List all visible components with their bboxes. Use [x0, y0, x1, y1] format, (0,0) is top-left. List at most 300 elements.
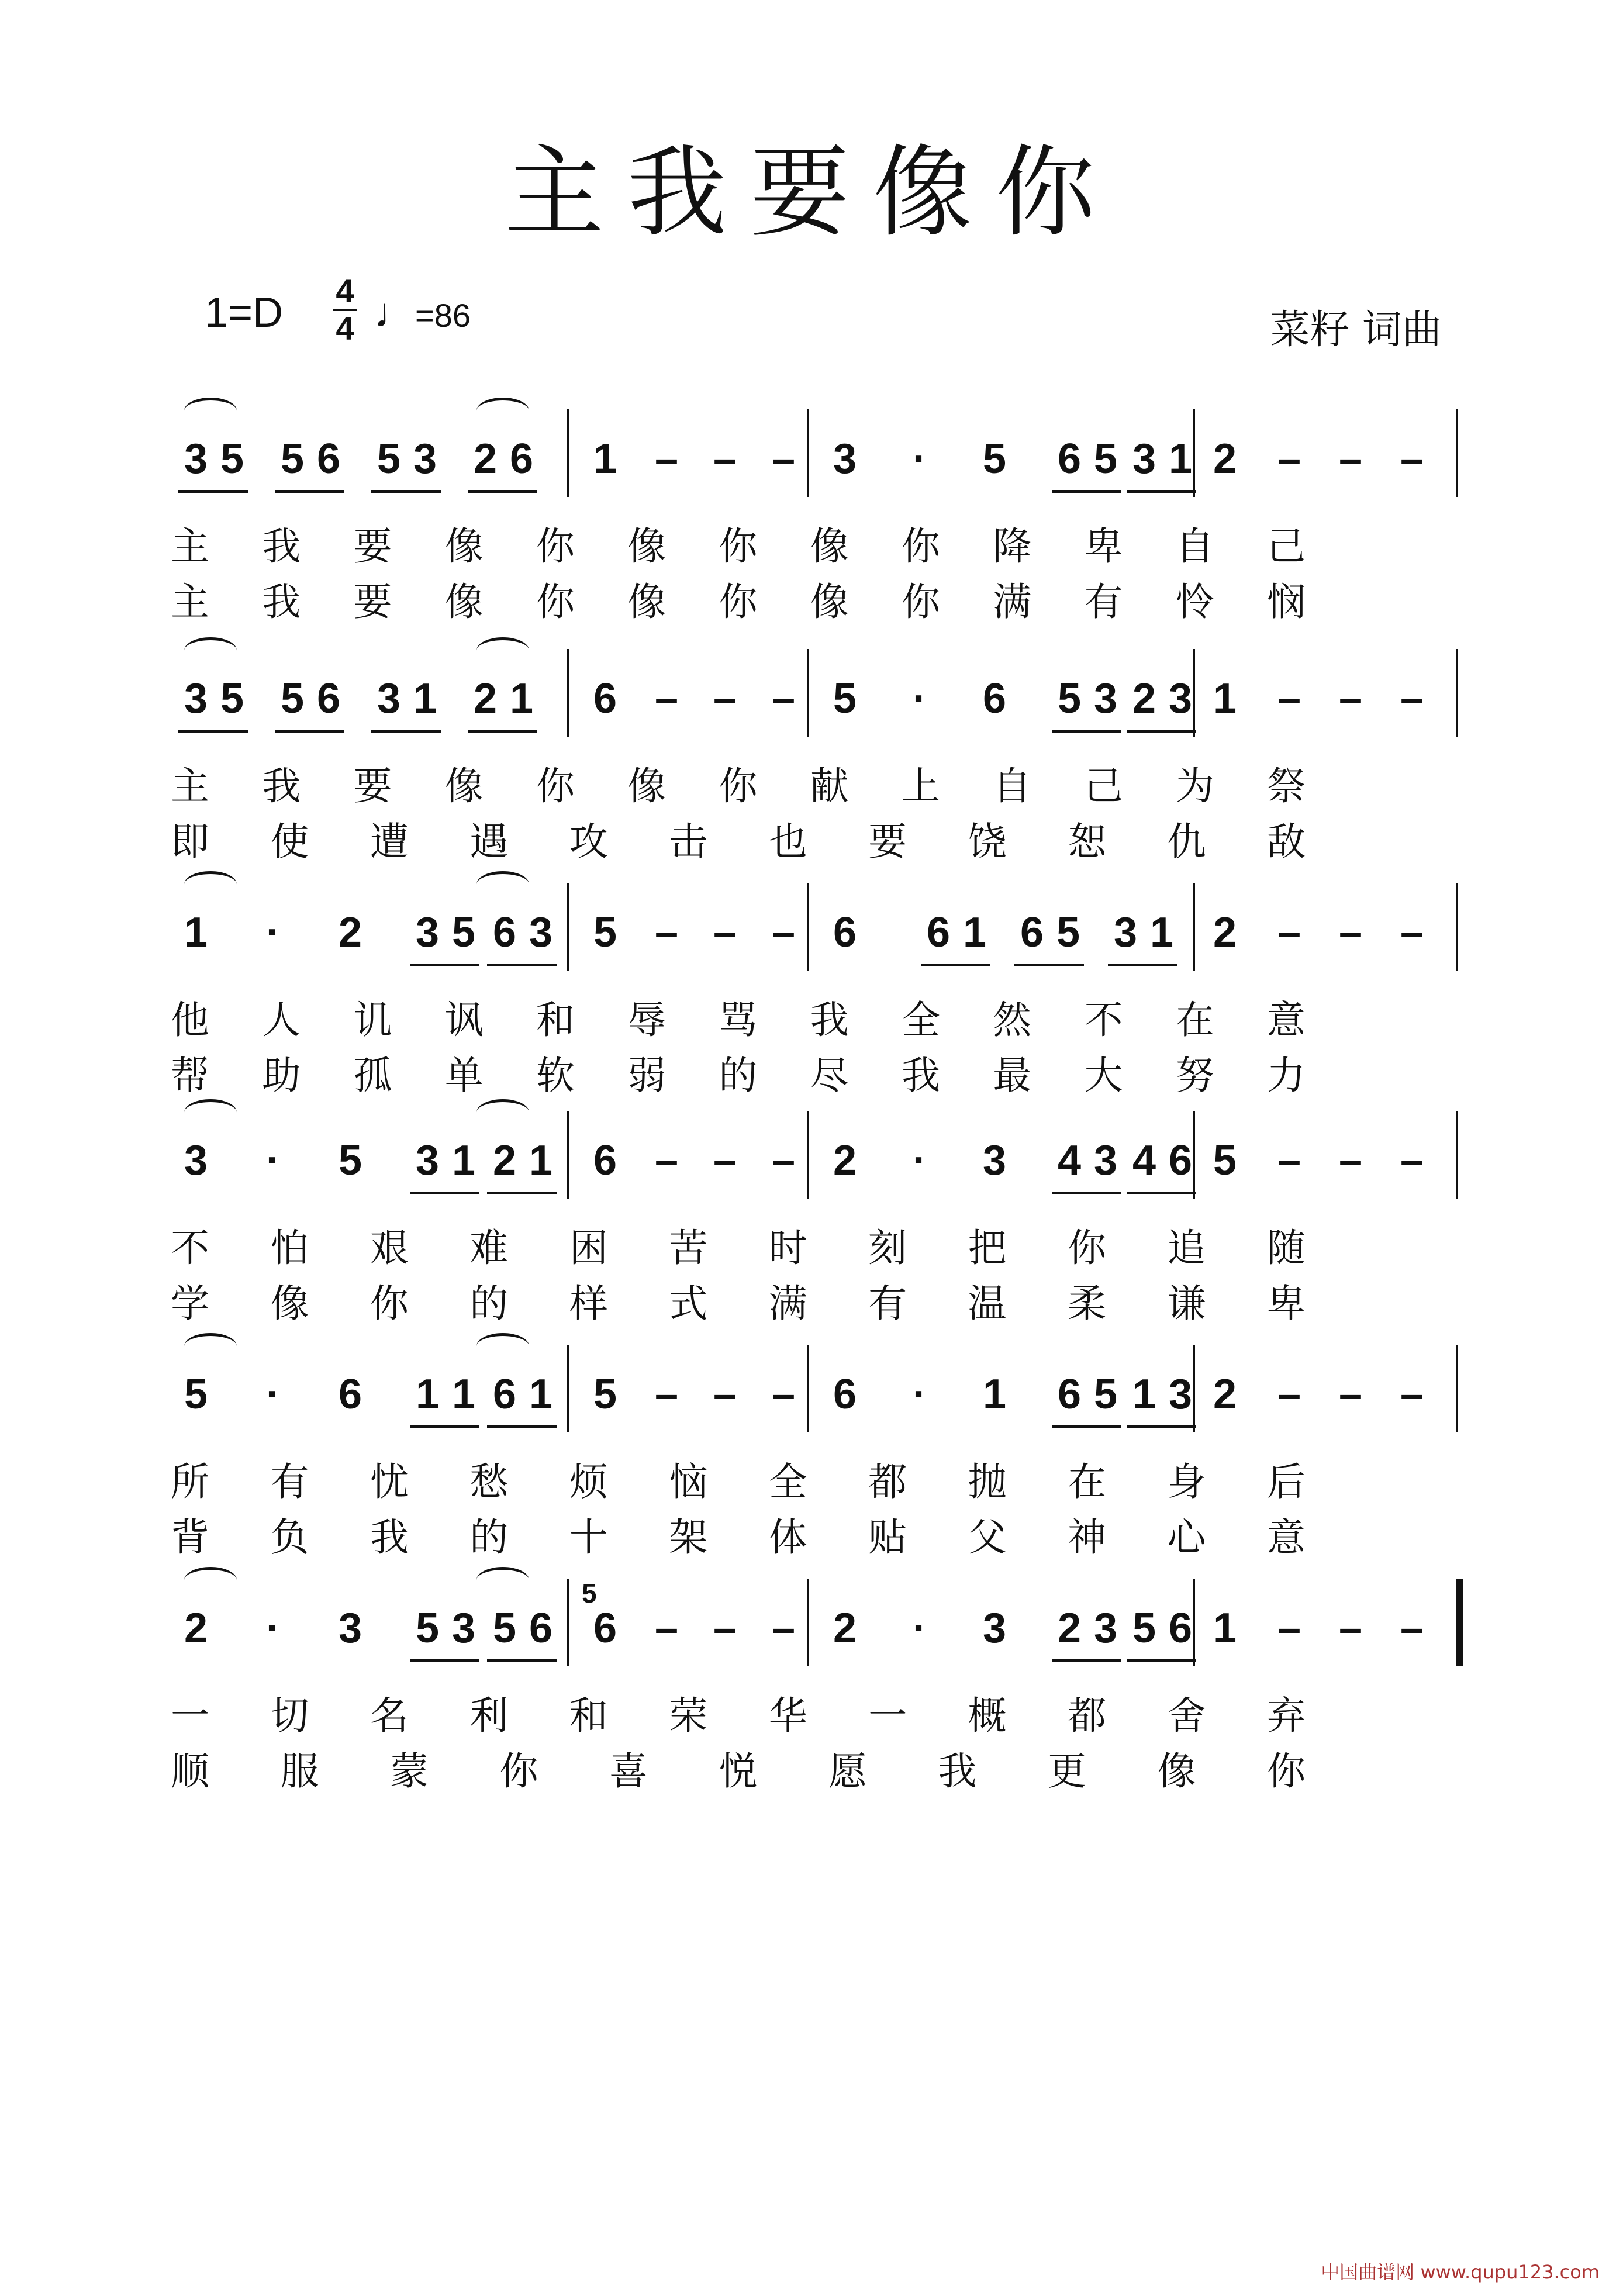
- note-digit: 6: [1057, 436, 1082, 482]
- lyric-syllable: 弃: [1267, 1693, 1306, 1738]
- note-digit: 5: [184, 1371, 208, 1418]
- barline: [1456, 1111, 1458, 1199]
- lyric-syllable: 一: [868, 1693, 907, 1738]
- eighth-beam: [1127, 730, 1196, 733]
- lyric-syllable: 我: [810, 997, 849, 1042]
- lyric-syllable: 你: [719, 764, 758, 809]
- note-digit: 6: [1168, 1605, 1193, 1652]
- rest-dash: –: [771, 436, 796, 482]
- augmentation-dot: ·: [266, 909, 280, 956]
- site-watermark: 中国曲谱网 www.qupu123.com: [1321, 2261, 1600, 2283]
- slur-arc: [476, 398, 529, 424]
- slur-arc: [184, 398, 237, 424]
- lyric-syllable: 敌: [1267, 819, 1306, 864]
- lyric-syllable: 你: [902, 579, 940, 624]
- note-digit: 5: [1093, 1371, 1118, 1418]
- song-title: 主我要像你: [504, 135, 1118, 251]
- slur-arc: [184, 1567, 237, 1593]
- barline: [567, 409, 569, 497]
- lyric-syllable: 华: [768, 1693, 807, 1738]
- note-digit: 6: [1168, 1137, 1193, 1184]
- lyric-syllable: 后: [1267, 1459, 1306, 1504]
- rest-dash: –: [713, 675, 737, 722]
- note-digit: 6: [529, 1605, 553, 1652]
- lyric-syllable: 像: [810, 524, 849, 569]
- note-digit: 6: [593, 1137, 617, 1184]
- note-digit: 3: [1132, 436, 1156, 482]
- rest-dash: –: [771, 1137, 796, 1184]
- note-digit: 2: [1213, 1371, 1237, 1418]
- note-digit: 6: [833, 909, 857, 956]
- lyric-syllable: 追: [1167, 1225, 1206, 1270]
- lyric-syllable: 我: [262, 524, 301, 569]
- lyric-syllable: 助: [262, 1053, 301, 1098]
- note-digit: 3: [1168, 1371, 1193, 1418]
- rest-dash: –: [1277, 1605, 1301, 1652]
- eighth-beam: [178, 730, 248, 733]
- lyric-syllable: 贴: [868, 1515, 907, 1560]
- lyric-syllable: 忧: [370, 1459, 409, 1504]
- lyric-syllable: 他: [171, 997, 209, 1042]
- rest-dash: –: [654, 909, 679, 956]
- lyric-syllable: 祭: [1267, 764, 1306, 809]
- note-digit: 3: [529, 909, 553, 956]
- lyric-row-verse2: [0, 1278, 1623, 1336]
- barline: [807, 649, 809, 737]
- note-digit: 2: [1132, 675, 1156, 722]
- eighth-beam: [1127, 1659, 1196, 1662]
- lyric-syllable: 我: [262, 764, 301, 809]
- note-digit: 5: [220, 675, 244, 722]
- lyric-syllable: 力: [1267, 1053, 1306, 1098]
- note-digit: 6: [338, 1371, 362, 1418]
- note-digit: 1: [184, 909, 208, 956]
- lyric-syllable: 悦: [719, 1749, 758, 1794]
- quarter-note-icon: ♩: [374, 290, 415, 336]
- barline: [1456, 649, 1458, 737]
- lyric-syllable: 单: [444, 1053, 484, 1098]
- lyric-row-verse1: [0, 520, 1623, 579]
- tempo-value: =86: [415, 297, 471, 334]
- rest-dash: –: [713, 909, 737, 956]
- rest-dash: –: [654, 1371, 679, 1418]
- rest-dash: –: [771, 675, 796, 722]
- lyric-syllable: 主: [171, 579, 209, 624]
- lyric-syllable: 体: [768, 1515, 807, 1560]
- note-digit: 3: [184, 675, 208, 722]
- eighth-beam: [371, 490, 441, 493]
- note-digit: 6: [982, 675, 1007, 722]
- eighth-beam: [275, 490, 344, 493]
- eighth-beam: [487, 1192, 557, 1194]
- rest-dash: –: [1277, 909, 1301, 956]
- eighth-beam: [275, 730, 344, 733]
- lyric-syllable: 谦: [1167, 1281, 1206, 1326]
- lyric-syllable: 不: [171, 1225, 209, 1270]
- rest-dash: –: [1338, 1605, 1363, 1652]
- note-digit: 5: [377, 436, 401, 482]
- barline: [567, 649, 569, 737]
- notation-row: [0, 1567, 1623, 1678]
- lyric-syllable: 有: [270, 1459, 309, 1504]
- lyric-syllable: 像: [810, 579, 849, 624]
- lyric-syllable: 的: [469, 1515, 509, 1560]
- note-digit: 1: [415, 1371, 440, 1418]
- lyric-syllable: 切: [270, 1693, 309, 1738]
- note-digit: 5: [220, 436, 244, 482]
- note-digit: 2: [1213, 436, 1237, 482]
- note-digit: 1: [529, 1137, 553, 1184]
- rest-dash: –: [1400, 675, 1424, 722]
- lyric-syllable: 抛: [968, 1459, 1007, 1504]
- slur-arc: [476, 871, 529, 897]
- eighth-beam: [1127, 1425, 1196, 1428]
- note-digit: 3: [451, 1605, 476, 1652]
- lyric-syllable: 为: [1175, 764, 1214, 809]
- augmentation-dot: ·: [266, 1371, 280, 1418]
- lyric-syllable: 时: [768, 1225, 807, 1270]
- lyric-syllable: 十: [569, 1515, 608, 1560]
- augmentation-dot: ·: [913, 1137, 927, 1184]
- lyric-syllable: 的: [469, 1281, 509, 1326]
- barline: [567, 883, 569, 971]
- lyric-syllable: 孤: [353, 1053, 392, 1098]
- note-digit: 6: [833, 1371, 857, 1418]
- lyric-row-verse1: [0, 994, 1623, 1052]
- rest-dash: –: [654, 675, 679, 722]
- lyric-syllable: 意: [1267, 997, 1306, 1042]
- note-digit: 3: [833, 436, 857, 482]
- lyric-syllable: 你: [499, 1749, 538, 1794]
- lyric-syllable: 像: [270, 1281, 309, 1326]
- lyric-syllable: 式: [669, 1281, 708, 1326]
- lyric-syllable: 要: [353, 579, 392, 624]
- lyric-syllable: 即: [171, 819, 209, 864]
- note-digit: 1: [593, 436, 617, 482]
- lyric-row-verse2: [0, 1745, 1623, 1804]
- lyric-syllable: 你: [1267, 1749, 1306, 1794]
- lyric-syllable: 烦: [569, 1459, 608, 1504]
- barline: [807, 409, 809, 497]
- lyric-syllable: 像: [444, 764, 484, 809]
- augmentation-dot: ·: [913, 436, 927, 482]
- note-digit: 6: [926, 909, 951, 956]
- note-digit: 4: [1057, 1137, 1082, 1184]
- lyric-syllable: 在: [1175, 997, 1214, 1042]
- barline: [807, 1111, 809, 1199]
- note-digit: 1: [1168, 436, 1193, 482]
- rest-dash: –: [654, 1137, 679, 1184]
- barline: [1456, 1345, 1458, 1432]
- note-digit: 2: [473, 675, 498, 722]
- eighth-beam: [1052, 730, 1121, 733]
- lyric-syllable: 的: [719, 1053, 758, 1098]
- note-digit: 3: [184, 1137, 208, 1184]
- lyric-syllable: 你: [902, 524, 940, 569]
- lyric-syllable: 恼: [669, 1459, 708, 1504]
- note-digit: 6: [593, 1605, 617, 1652]
- rest-dash: –: [1338, 1137, 1363, 1184]
- note-digit: 5: [1213, 1137, 1237, 1184]
- lyric-syllable: 要: [868, 819, 907, 864]
- lyric-syllable: 我: [902, 1053, 940, 1098]
- lyric-syllable: 你: [536, 579, 575, 624]
- lyric-syllable: 骂: [719, 997, 758, 1042]
- eighth-beam: [1052, 490, 1121, 493]
- lyric-row-verse1: [0, 760, 1623, 819]
- lyric-syllable: 使: [270, 819, 309, 864]
- lyric-syllable: 大: [1084, 1053, 1123, 1098]
- lyric-syllable: 身: [1167, 1459, 1206, 1504]
- note-digit: 5: [415, 1605, 440, 1652]
- note-digit: 1: [982, 1371, 1007, 1418]
- tempo-marking: [374, 289, 471, 339]
- note-digit: 6: [316, 675, 341, 722]
- note-digit: 3: [184, 436, 208, 482]
- augmentation-dot: ·: [266, 1137, 280, 1184]
- lyric-syllable: 要: [353, 524, 392, 569]
- note-digit: 2: [1057, 1605, 1082, 1652]
- lyric-syllable: 遇: [469, 819, 509, 864]
- note-digit: 1: [1213, 675, 1237, 722]
- barline: [807, 1579, 809, 1666]
- rest-dash: –: [1400, 1605, 1424, 1652]
- lyric-syllable: 主: [171, 764, 209, 809]
- eighth-beam: [468, 490, 537, 493]
- note-digit: 5: [1093, 436, 1118, 482]
- eighth-beam: [410, 1425, 479, 1428]
- rest-dash: –: [1277, 1137, 1301, 1184]
- lyric-syllable: 卑: [1267, 1281, 1306, 1326]
- eighth-beam: [1127, 1192, 1196, 1194]
- note-digit: 5: [1132, 1605, 1156, 1652]
- barline: [567, 1579, 569, 1666]
- time-signature: [330, 272, 360, 347]
- notation-row: [0, 398, 1623, 509]
- lyric-syllable: 上: [902, 764, 940, 809]
- notation-row: [0, 637, 1623, 748]
- barline: [1193, 883, 1195, 971]
- lyric-syllable: 讽: [444, 997, 484, 1042]
- lyric-syllable: 努: [1175, 1053, 1214, 1098]
- lyric-syllable: 愿: [828, 1749, 867, 1794]
- slur-arc: [476, 1099, 529, 1125]
- note-digit: 3: [1093, 1137, 1118, 1184]
- lyric-row-verse1: [0, 1456, 1623, 1514]
- lyric-syllable: 己: [1084, 764, 1123, 809]
- note-digit: 2: [492, 1137, 517, 1184]
- lyric-syllable: 要: [353, 764, 392, 809]
- lyric-row-verse1: [0, 1222, 1623, 1280]
- eighth-beam: [1052, 1425, 1121, 1428]
- note-digit: 6: [1057, 1371, 1082, 1418]
- note-digit: 4: [1132, 1137, 1156, 1184]
- lyric-syllable: 利: [469, 1693, 509, 1738]
- note-digit: 3: [1093, 1605, 1118, 1652]
- rest-dash: –: [1400, 1371, 1424, 1418]
- lyric-syllable: 像: [1157, 1749, 1196, 1794]
- note-digit: 5: [338, 1137, 362, 1184]
- note-digit: 3: [982, 1605, 1007, 1652]
- rest-dash: –: [713, 1371, 737, 1418]
- lyric-syllable: 满: [768, 1281, 807, 1326]
- lyric-syllable: 卑: [1084, 524, 1123, 569]
- lyric-syllable: 你: [370, 1281, 409, 1326]
- lyric-syllable: 难: [469, 1225, 509, 1270]
- eighth-beam: [410, 1659, 479, 1662]
- note-digit: 2: [338, 909, 362, 956]
- lyric-syllable: 像: [627, 579, 667, 624]
- lyric-syllable: 都: [868, 1459, 907, 1504]
- lyric-syllable: 像: [627, 524, 667, 569]
- lyric-syllable: 也: [768, 819, 807, 864]
- lyric-syllable: 柔: [1068, 1281, 1107, 1326]
- note-digit: 1: [413, 675, 437, 722]
- rest-dash: –: [1400, 909, 1424, 956]
- lyric-syllable: 我: [938, 1749, 977, 1794]
- lyric-syllable: 样: [569, 1281, 608, 1326]
- lyric-syllable: 怜: [1175, 579, 1214, 624]
- rest-dash: –: [1400, 436, 1424, 482]
- rest-dash: –: [1277, 1371, 1301, 1418]
- lyric-row-verse2: [0, 576, 1623, 634]
- eighth-beam: [487, 1659, 557, 1662]
- lyric-syllable: 软: [536, 1053, 575, 1098]
- lyric-syllable: 讥: [353, 997, 392, 1042]
- barline: [1193, 409, 1195, 497]
- rest-dash: –: [1338, 909, 1363, 956]
- eighth-beam: [1052, 1192, 1121, 1194]
- lyric-syllable: 己: [1267, 524, 1306, 569]
- note-digit: 5: [1056, 909, 1080, 956]
- rest-dash: –: [771, 1605, 796, 1652]
- final-barline: [1456, 1579, 1463, 1666]
- slur-arc: [184, 871, 237, 897]
- composer-credit: 菜籽 词曲: [1270, 307, 1442, 353]
- lyric-syllable: 更: [1048, 1749, 1086, 1794]
- lyric-syllable: 不: [1084, 997, 1123, 1042]
- augmentation-dot: ·: [266, 1605, 280, 1652]
- rest-dash: –: [654, 1605, 679, 1652]
- note-digit: 3: [1093, 675, 1118, 722]
- lyric-syllable: 有: [1084, 579, 1123, 624]
- rest-dash: –: [771, 909, 796, 956]
- lyric-syllable: 全: [902, 997, 940, 1042]
- note-digit: 2: [1213, 909, 1237, 956]
- slur-arc: [476, 637, 529, 664]
- eighth-beam: [1127, 490, 1196, 493]
- barline: [1456, 883, 1458, 971]
- lyric-syllable: 我: [370, 1515, 409, 1560]
- barline: [807, 1345, 809, 1432]
- lyric-syllable: 蒙: [390, 1749, 429, 1794]
- lyric-syllable: 概: [968, 1693, 1007, 1738]
- note-digit: 3: [982, 1137, 1007, 1184]
- lyric-syllable: 你: [1068, 1225, 1107, 1270]
- lyric-syllable: 降: [993, 524, 1032, 569]
- lyric-syllable: 满: [993, 579, 1032, 624]
- note-digit: 6: [593, 675, 617, 722]
- note-digit: 1: [1213, 1605, 1237, 1652]
- lyric-syllable: 尽: [810, 1053, 849, 1098]
- lyric-syllable: 仇: [1167, 819, 1206, 864]
- lyric-syllable: 父: [968, 1515, 1007, 1560]
- lyric-syllable: 像: [444, 579, 484, 624]
- lyric-syllable: 愁: [469, 1459, 509, 1504]
- lyric-syllable: 和: [569, 1693, 608, 1738]
- barline: [567, 1111, 569, 1199]
- lyric-syllable: 温: [968, 1281, 1007, 1326]
- note-digit: 1: [1149, 909, 1174, 956]
- rest-dash: –: [771, 1371, 796, 1418]
- note-digit: 1: [1132, 1371, 1156, 1418]
- lyric-syllable: 帮: [171, 1053, 209, 1098]
- note-digit: 3: [1113, 909, 1138, 956]
- lyric-syllable: 像: [627, 764, 667, 809]
- eighth-beam: [1052, 1659, 1121, 1662]
- rest-dash: –: [713, 1605, 737, 1652]
- rest-dash: –: [1338, 1371, 1363, 1418]
- eighth-beam: [178, 490, 248, 493]
- note-digit: 3: [413, 436, 437, 482]
- lyric-syllable: 辱: [627, 997, 667, 1042]
- note-digit: 5: [982, 436, 1007, 482]
- lyric-syllable: 有: [868, 1281, 907, 1326]
- lyric-syllable: 在: [1068, 1459, 1107, 1504]
- lyric-syllable: 喜: [609, 1749, 648, 1794]
- note-digit: 5: [593, 1371, 617, 1418]
- note-digit: 5: [280, 675, 305, 722]
- lyric-syllable: 学: [171, 1281, 209, 1326]
- lyric-syllable: 然: [993, 997, 1032, 1042]
- lyric-syllable: 把: [968, 1225, 1007, 1270]
- lyric-syllable: 献: [810, 764, 849, 809]
- lyric-syllable: 你: [536, 764, 575, 809]
- lyric-syllable: 舍: [1167, 1693, 1206, 1738]
- rest-dash: –: [713, 436, 737, 482]
- note-digit: 6: [492, 1371, 517, 1418]
- note-digit: 5: [451, 909, 476, 956]
- note-digit: 1: [529, 1371, 553, 1418]
- lyric-syllable: 随: [1267, 1225, 1306, 1270]
- note-digit: 3: [415, 1137, 440, 1184]
- barline: [1193, 1579, 1195, 1666]
- lyric-syllable: 心: [1167, 1515, 1206, 1560]
- rest-dash: –: [1277, 675, 1301, 722]
- lyric-syllable: 弱: [627, 1053, 667, 1098]
- grace-note: 5: [582, 1578, 597, 1608]
- lyric-syllable: 架: [669, 1515, 708, 1560]
- slur-arc: [184, 637, 237, 664]
- note-digit: 5: [492, 1605, 517, 1652]
- lyric-syllable: 意: [1267, 1515, 1306, 1560]
- eighth-beam: [1108, 964, 1177, 966]
- lyric-syllable: 负: [270, 1515, 309, 1560]
- lyric-syllable: 攻: [569, 819, 608, 864]
- lyric-syllable: 你: [719, 579, 758, 624]
- barline: [1456, 409, 1458, 497]
- key-signature: 1=D: [205, 289, 284, 336]
- lyric-syllable: 全: [768, 1459, 807, 1504]
- lyric-syllable: 自: [993, 764, 1032, 809]
- lyric-syllable: 你: [536, 524, 575, 569]
- note-digit: 6: [316, 436, 341, 482]
- lyric-syllable: 和: [536, 997, 575, 1042]
- lyric-syllable: 悯: [1267, 579, 1306, 624]
- lyric-syllable: 苦: [669, 1225, 708, 1270]
- eighth-beam: [487, 964, 557, 966]
- time-signature-top: 4: [336, 272, 354, 309]
